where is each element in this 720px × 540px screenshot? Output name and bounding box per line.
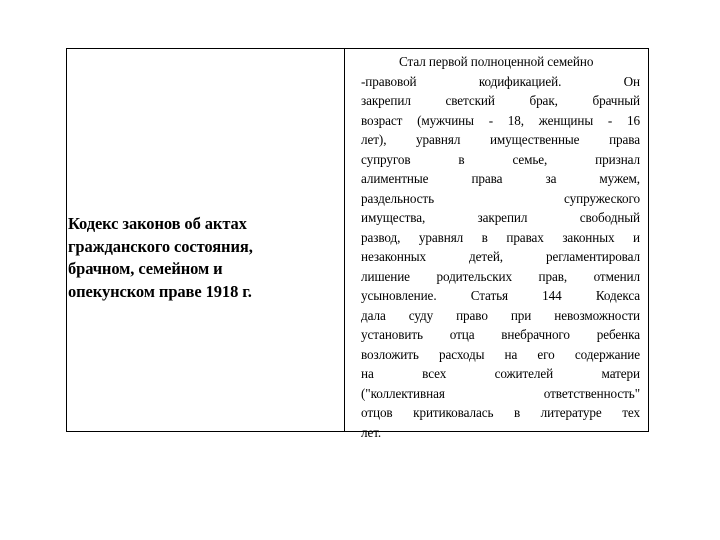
code-title — [68, 213, 253, 303]
code-title-line: опекунском праве 1918 г. — [68, 281, 252, 301]
description-line: -правовой кодификацией. Он — [361, 73, 640, 89]
description-line: алиментные права за мужем, — [361, 171, 640, 186]
description-line: Стал первой полноценной семейно — [399, 54, 594, 69]
description-line: возраст (мужчины - 18, женщины - 16 — [361, 112, 640, 128]
description-line: установить отца внебрачного ребенка — [361, 327, 640, 342]
code-description — [361, 52, 640, 442]
description-line: отцов критиковалась в литературе тех — [361, 405, 640, 420]
description-line: раздельность супружеского — [361, 190, 640, 206]
description-line: лет. — [361, 424, 382, 440]
description-line: развод, уравнял в правах законных и — [361, 229, 640, 245]
table-cell-description — [345, 49, 648, 440]
code-title-line: гражданского состояния, — [68, 236, 253, 256]
description-line: на всех сожителей матери — [361, 366, 640, 381]
table-cell-title — [67, 49, 345, 431]
code-title-line: Кодекс законов об актах — [68, 214, 247, 233]
description-line: лет), уравнял имущественные права — [361, 132, 640, 147]
description-line: лишение родительских прав, отменил — [361, 268, 640, 284]
description-line: закрепил светский брак, брачный — [361, 93, 640, 108]
description-line: возложить расходы на его содержание — [361, 346, 640, 362]
document-table — [66, 48, 649, 440]
description-line: усыновление. Статья 144 Кодекса — [361, 288, 640, 303]
description-line: незаконных детей, регламентировал — [361, 249, 640, 264]
description-line: дала суду право при невозможности — [361, 307, 640, 323]
code-title-line: брачном, семейном и — [68, 259, 223, 278]
description-line: имущества, закрепил свободный — [361, 210, 640, 225]
description-line: супругов в семье, признал — [361, 151, 640, 167]
description-line: ("коллективная ответственность" — [361, 385, 640, 401]
